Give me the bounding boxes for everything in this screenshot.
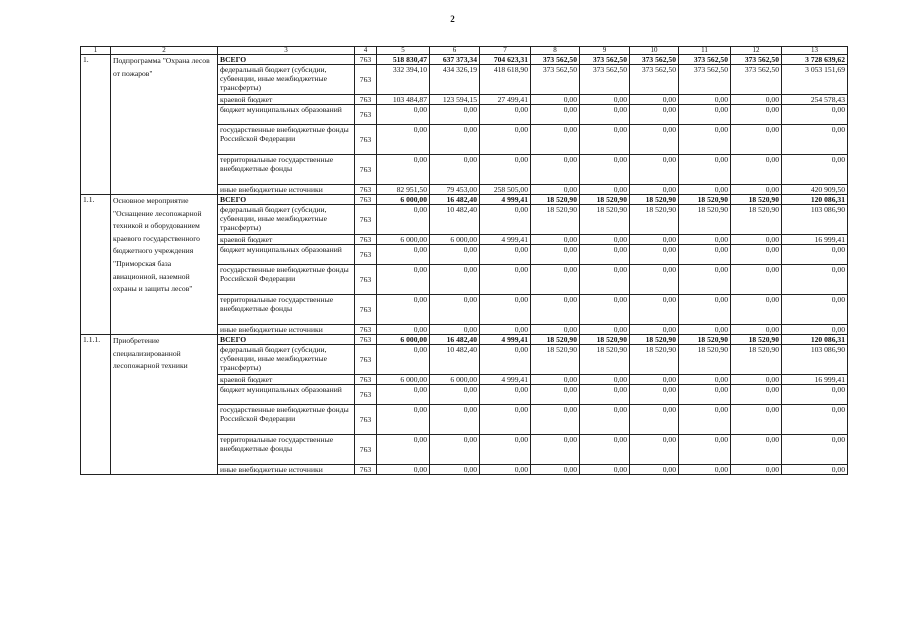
year-value: 6 000,00 — [377, 235, 430, 245]
year-value: 4 999,41 — [480, 375, 531, 385]
year-value: 0,00 — [531, 385, 580, 405]
total-value: 420 909,50 — [782, 185, 848, 195]
year-value: 0,00 — [679, 265, 731, 295]
year-value: 0,00 — [630, 375, 679, 385]
year-value: 0,00 — [377, 465, 430, 475]
total-value: 0,00 — [782, 385, 848, 405]
funding-source: иные внебюджетные источники — [218, 325, 355, 335]
year-value: 0,00 — [731, 465, 782, 475]
column-number: 10 — [630, 47, 679, 55]
year-value: 0,00 — [531, 95, 580, 105]
year-value: 18 520,90 — [580, 205, 630, 235]
year-value: 0,00 — [630, 95, 679, 105]
total-value: 0,00 — [782, 105, 848, 125]
year-value: 0,00 — [731, 155, 782, 185]
year-value: 0,00 — [480, 435, 531, 465]
year-value: 0,00 — [580, 385, 630, 405]
year-value: 0,00 — [377, 205, 430, 235]
ministry-code: 763 — [355, 95, 377, 105]
year-value: 0,00 — [580, 375, 630, 385]
column-number: 12 — [731, 47, 782, 55]
year-value: 434 326,19 — [430, 65, 480, 95]
year-value: 0,00 — [531, 465, 580, 475]
year-value: 10 482,40 — [430, 345, 480, 375]
total-value: 0,00 — [782, 265, 848, 295]
year-value: 6 000,00 — [430, 235, 480, 245]
ministry-code: 763 — [355, 55, 377, 65]
funding-source: территориальные государственные внебюджетные фонды — [218, 155, 355, 185]
year-value: 0,00 — [531, 235, 580, 245]
year-value: 6 000,00 — [377, 335, 430, 345]
total-value: 254 578,43 — [782, 95, 848, 105]
year-value: 18 520,90 — [580, 345, 630, 375]
year-value: 0,00 — [531, 295, 580, 325]
year-value: 0,00 — [480, 205, 531, 235]
year-value: 373 562,50 — [679, 55, 731, 65]
item-number: 1. — [81, 55, 111, 195]
year-value: 0,00 — [480, 385, 531, 405]
total-value: 16 999,41 — [782, 375, 848, 385]
year-value: 0,00 — [580, 185, 630, 195]
year-value: 373 562,50 — [630, 65, 679, 95]
year-value: 0,00 — [630, 235, 679, 245]
year-value: 0,00 — [630, 435, 679, 465]
item-title: Основное мероприятие "Оснащение лесопожарной техникой и оборудованием краевого государственного бюджетного учреждения "Приморская база авиационной, наземной охраны и защиты лесов" — [111, 195, 218, 335]
year-value: 18 520,90 — [580, 195, 630, 205]
year-value: 0,00 — [480, 405, 531, 435]
year-value: 6 000,00 — [377, 375, 430, 385]
year-value: 0,00 — [580, 245, 630, 265]
item-number: 1.1.1. — [81, 335, 111, 475]
year-value: 0,00 — [580, 295, 630, 325]
year-value: 6 000,00 — [377, 195, 430, 205]
total-value: 0,00 — [782, 295, 848, 325]
year-value: 373 562,50 — [731, 55, 782, 65]
column-number: 8 — [531, 47, 580, 55]
year-value: 18 520,90 — [531, 345, 580, 375]
funding-source: иные внебюджетные источники — [218, 185, 355, 195]
year-value: 0,00 — [731, 265, 782, 295]
year-value: 0,00 — [480, 265, 531, 295]
total-value: 120 086,31 — [782, 195, 848, 205]
year-value: 0,00 — [731, 235, 782, 245]
year-value: 0,00 — [377, 245, 430, 265]
year-value: 0,00 — [430, 265, 480, 295]
year-value: 373 562,50 — [731, 65, 782, 95]
total-value: 3 053 151,69 — [782, 65, 848, 95]
year-value: 332 394,10 — [377, 65, 430, 95]
year-value: 0,00 — [580, 95, 630, 105]
year-value: 0,00 — [531, 265, 580, 295]
funding-source: федеральный бюджет (субсидии, субвенции, иные межбюджетные трансферты) — [218, 65, 355, 95]
column-number: 9 — [580, 47, 630, 55]
ministry-code: 763 — [355, 295, 377, 325]
year-value: 0,00 — [430, 155, 480, 185]
year-value: 0,00 — [480, 295, 531, 325]
table-row — [81, 195, 848, 205]
funding-source: ВСЕГО — [218, 55, 355, 65]
year-value: 0,00 — [377, 385, 430, 405]
year-value: 0,00 — [430, 385, 480, 405]
table-row — [81, 335, 848, 345]
column-number: 11 — [679, 47, 731, 55]
year-value: 0,00 — [731, 385, 782, 405]
year-value: 0,00 — [531, 185, 580, 195]
year-value: 418 618,90 — [480, 65, 531, 95]
year-value: 0,00 — [377, 125, 430, 155]
year-value: 373 562,50 — [630, 55, 679, 65]
year-value: 0,00 — [430, 465, 480, 475]
year-value: 0,00 — [679, 155, 731, 185]
year-value: 0,00 — [731, 95, 782, 105]
year-value: 0,00 — [731, 105, 782, 125]
year-value: 0,00 — [377, 435, 430, 465]
year-value: 18 520,90 — [679, 205, 731, 235]
year-value: 0,00 — [679, 325, 731, 335]
year-value: 0,00 — [731, 295, 782, 325]
ministry-code: 763 — [355, 265, 377, 295]
year-value: 0,00 — [531, 405, 580, 435]
year-value: 0,00 — [580, 125, 630, 155]
total-value: 0,00 — [782, 245, 848, 265]
column-number: 5 — [377, 47, 430, 55]
year-value: 0,00 — [531, 105, 580, 125]
year-value: 0,00 — [731, 375, 782, 385]
year-value: 18 520,90 — [731, 195, 782, 205]
year-value: 0,00 — [377, 325, 430, 335]
funding-source: территориальные государственные внебюджетные фонды — [218, 435, 355, 465]
year-value: 0,00 — [630, 465, 679, 475]
ministry-code: 763 — [355, 105, 377, 125]
year-value: 18 520,90 — [580, 335, 630, 345]
year-value: 0,00 — [679, 95, 731, 105]
year-value: 0,00 — [679, 435, 731, 465]
ministry-code: 763 — [355, 345, 377, 375]
column-number-row — [81, 47, 848, 55]
year-value: 18 520,90 — [531, 335, 580, 345]
year-value: 16 482,40 — [430, 195, 480, 205]
year-value: 4 999,41 — [480, 335, 531, 345]
funding-source: государственные внебюджетные фонды Российской Федерации — [218, 125, 355, 155]
year-value: 0,00 — [679, 375, 731, 385]
year-value: 0,00 — [731, 325, 782, 335]
year-value: 0,00 — [679, 385, 731, 405]
year-value: 0,00 — [430, 245, 480, 265]
year-value: 0,00 — [630, 265, 679, 295]
year-value: 0,00 — [377, 155, 430, 185]
year-value: 704 623,31 — [480, 55, 531, 65]
year-value: 0,00 — [531, 325, 580, 335]
column-number: 7 — [480, 47, 531, 55]
ministry-code: 763 — [355, 405, 377, 435]
ministry-code: 763 — [355, 375, 377, 385]
total-value: 103 086,90 — [782, 205, 848, 235]
year-value: 0,00 — [731, 245, 782, 265]
column-number: 2 — [111, 47, 218, 55]
year-value: 0,00 — [531, 375, 580, 385]
year-value: 0,00 — [531, 155, 580, 185]
ministry-code: 763 — [355, 435, 377, 465]
year-value: 18 520,90 — [531, 205, 580, 235]
year-value: 18 520,90 — [679, 195, 731, 205]
year-value: 6 000,00 — [430, 375, 480, 385]
year-value: 18 520,90 — [731, 335, 782, 345]
year-value: 373 562,50 — [679, 65, 731, 95]
year-value: 82 951,50 — [377, 185, 430, 195]
total-value: 0,00 — [782, 155, 848, 185]
year-value: 0,00 — [630, 295, 679, 325]
ministry-code: 763 — [355, 155, 377, 185]
year-value: 0,00 — [480, 245, 531, 265]
year-value: 0,00 — [480, 325, 531, 335]
year-value: 0,00 — [630, 185, 679, 195]
year-value: 373 562,50 — [531, 65, 580, 95]
year-value: 0,00 — [679, 125, 731, 155]
year-value: 0,00 — [430, 325, 480, 335]
column-number: 1 — [81, 47, 111, 55]
year-value: 18 520,90 — [531, 195, 580, 205]
total-value: 16 999,41 — [782, 235, 848, 245]
column-number: 4 — [355, 47, 377, 55]
ministry-code: 763 — [355, 465, 377, 475]
total-value: 0,00 — [782, 125, 848, 155]
year-value: 0,00 — [630, 325, 679, 335]
year-value: 0,00 — [480, 155, 531, 185]
year-value: 637 373,34 — [430, 55, 480, 65]
ministry-code: 763 — [355, 235, 377, 245]
year-value: 0,00 — [531, 435, 580, 465]
year-value: 18 520,90 — [731, 345, 782, 375]
table-row — [81, 55, 848, 65]
year-value: 103 484,87 — [377, 95, 430, 105]
year-value: 0,00 — [630, 245, 679, 265]
year-value: 0,00 — [430, 405, 480, 435]
year-value: 0,00 — [630, 385, 679, 405]
year-value: 18 520,90 — [630, 345, 679, 375]
year-value: 373 562,50 — [580, 65, 630, 95]
year-value: 18 520,90 — [731, 205, 782, 235]
year-value: 0,00 — [731, 435, 782, 465]
year-value: 0,00 — [580, 465, 630, 475]
year-value: 27 499,41 — [480, 95, 531, 105]
item-title: Подпрограмма "Охрана лесов от пожаров" — [111, 55, 218, 195]
year-value: 0,00 — [630, 125, 679, 155]
total-value: 0,00 — [782, 325, 848, 335]
ministry-code: 763 — [355, 125, 377, 155]
total-value: 120 086,31 — [782, 335, 848, 345]
funding-source: краевой бюджет — [218, 95, 355, 105]
ministry-code: 763 — [355, 385, 377, 405]
year-value: 0,00 — [580, 155, 630, 185]
year-value: 0,00 — [531, 245, 580, 265]
item-number: 1.1. — [81, 195, 111, 335]
ministry-code: 763 — [355, 195, 377, 205]
year-value: 0,00 — [580, 235, 630, 245]
funding-source: краевой бюджет — [218, 235, 355, 245]
ministry-code: 763 — [355, 245, 377, 265]
funding-source: территориальные государственные внебюджетные фонды — [218, 295, 355, 325]
year-value: 123 594,15 — [430, 95, 480, 105]
year-value: 18 520,90 — [630, 335, 679, 345]
year-value: 0,00 — [580, 265, 630, 295]
funding-source: государственные внебюджетные фонды Российской Федерации — [218, 405, 355, 435]
year-value: 0,00 — [430, 125, 480, 155]
year-value: 4 999,41 — [480, 235, 531, 245]
funding-source: федеральный бюджет (субсидии, субвенции, иные межбюджетные трансферты) — [218, 205, 355, 235]
ministry-code: 763 — [355, 335, 377, 345]
ministry-code: 763 — [355, 185, 377, 195]
ministry-code: 763 — [355, 205, 377, 235]
year-value: 0,00 — [377, 345, 430, 375]
funding-source: бюджет муниципальных образований — [218, 385, 355, 405]
funding-source: федеральный бюджет (субсидии, субвенции, иные межбюджетные трансферты) — [218, 345, 355, 375]
funding-source: бюджет муниципальных образований — [218, 245, 355, 265]
total-value: 0,00 — [782, 465, 848, 475]
year-value: 0,00 — [679, 295, 731, 325]
column-number: 6 — [430, 47, 480, 55]
year-value: 0,00 — [377, 405, 430, 435]
column-number: 3 — [218, 47, 355, 55]
year-value: 0,00 — [630, 405, 679, 435]
year-value: 0,00 — [580, 105, 630, 125]
total-value: 0,00 — [782, 435, 848, 465]
year-value: 0,00 — [630, 155, 679, 185]
ministry-code: 763 — [355, 325, 377, 335]
year-value: 0,00 — [731, 125, 782, 155]
funding-source: ВСЕГО — [218, 195, 355, 205]
funding-source: ВСЕГО — [218, 335, 355, 345]
funding-source: краевой бюджет — [218, 375, 355, 385]
year-value: 0,00 — [580, 405, 630, 435]
year-value: 10 482,40 — [430, 205, 480, 235]
year-value: 0,00 — [480, 465, 531, 475]
year-value: 0,00 — [679, 465, 731, 475]
year-value: 0,00 — [630, 105, 679, 125]
year-value: 0,00 — [377, 105, 430, 125]
funding-source: иные внебюджетные источники — [218, 465, 355, 475]
year-value: 4 999,41 — [480, 195, 531, 205]
year-value: 0,00 — [377, 265, 430, 295]
table-body — [81, 47, 848, 475]
year-value: 0,00 — [480, 125, 531, 155]
total-value: 3 728 639,62 — [782, 55, 848, 65]
year-value: 0,00 — [679, 245, 731, 265]
year-value: 0,00 — [731, 405, 782, 435]
year-value: 0,00 — [580, 325, 630, 335]
funding-source: государственные внебюджетные фонды Российской Федерации — [218, 265, 355, 295]
year-value: 0,00 — [679, 405, 731, 435]
year-value: 18 520,90 — [630, 195, 679, 205]
year-value: 0,00 — [430, 295, 480, 325]
budget-table — [80, 46, 848, 475]
year-value: 0,00 — [679, 105, 731, 125]
year-value: 373 562,50 — [580, 55, 630, 65]
year-value: 0,00 — [430, 435, 480, 465]
year-value: 18 520,90 — [630, 205, 679, 235]
total-value: 103 086,90 — [782, 345, 848, 375]
year-value: 0,00 — [731, 185, 782, 195]
year-value: 16 482,40 — [430, 335, 480, 345]
column-number: 13 — [782, 47, 848, 55]
item-title: Приобретение специализированной лесопожарной техники — [111, 335, 218, 475]
year-value: 18 520,90 — [679, 335, 731, 345]
funding-source: бюджет муниципальных образований — [218, 105, 355, 125]
year-value: 0,00 — [480, 345, 531, 375]
year-value: 373 562,50 — [531, 55, 580, 65]
year-value: 0,00 — [377, 295, 430, 325]
year-value: 0,00 — [580, 435, 630, 465]
page-number: 2 — [450, 14, 455, 24]
year-value: 0,00 — [531, 125, 580, 155]
total-value: 0,00 — [782, 405, 848, 435]
year-value: 0,00 — [679, 185, 731, 195]
year-value: 0,00 — [430, 105, 480, 125]
year-value: 518 830,47 — [377, 55, 430, 65]
year-value: 18 520,90 — [679, 345, 731, 375]
year-value: 258 505,00 — [480, 185, 531, 195]
year-value: 79 453,00 — [430, 185, 480, 195]
ministry-code: 763 — [355, 65, 377, 95]
year-value: 0,00 — [480, 105, 531, 125]
year-value: 0,00 — [679, 235, 731, 245]
